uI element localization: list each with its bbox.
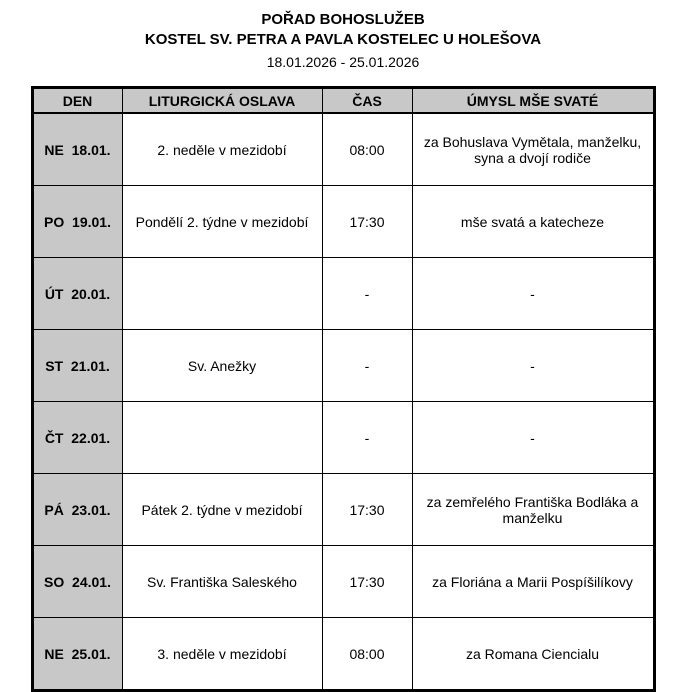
liturgy-cell: Sv. Františka Saleského — [122, 546, 322, 618]
liturgy-cell — [122, 402, 322, 474]
liturgy-cell: Sv. Anežky — [122, 330, 322, 402]
intention-cell: za zemřelého Františka Bodláka a manželku — [412, 474, 654, 546]
day-cell: PÁ 23.01. — [32, 474, 122, 546]
day-cell: ST 21.01. — [32, 330, 122, 402]
intention-cell: - — [412, 258, 654, 330]
day-cell: ČT 22.01. — [32, 402, 122, 474]
liturgy-cell: Pondělí 2. týdne v mezidobí — [122, 186, 322, 258]
table-row — [32, 474, 654, 546]
day-cell: NE 25.01. — [32, 618, 122, 691]
column-header: LITURGICKÁ OSLAVA — [122, 88, 322, 114]
time-cell: 08:00 — [322, 618, 412, 691]
intention-cell: za Bohuslava Vymětala, manželku, syna a dvojí rodiče — [412, 113, 654, 186]
intention-cell: - — [412, 330, 654, 402]
time-cell: - — [322, 258, 412, 330]
time-cell: 17:30 — [322, 474, 412, 546]
intention-cell: mše svatá a katecheze — [412, 186, 654, 258]
table-row — [32, 113, 654, 186]
day-cell: ÚT 20.01. — [32, 258, 122, 330]
schedule-table — [31, 86, 656, 692]
time-cell: 08:00 — [322, 113, 412, 186]
document-title: POŘAD BOHOSLUŽEB — [261, 11, 425, 28]
table-header-row — [32, 88, 654, 114]
table-row — [32, 618, 654, 691]
table-row — [32, 546, 654, 618]
time-cell: - — [322, 330, 412, 402]
liturgy-cell: Pátek 2. týdne v mezidobí — [122, 474, 322, 546]
time-cell: 17:30 — [322, 546, 412, 618]
column-header: ÚMYSL MŠE SVATÉ — [412, 88, 654, 114]
date-range: 18.01.2026 - 25.01.2026 — [266, 54, 420, 70]
day-cell: SO 24.01. — [32, 546, 122, 618]
intention-cell: za Romana Ciencialu — [412, 618, 654, 691]
liturgy-cell: 3. neděle v mezidobí — [122, 618, 322, 691]
liturgy-cell — [122, 258, 322, 330]
table-row — [32, 402, 654, 474]
intention-cell: - — [412, 402, 654, 474]
column-header: DEN — [32, 88, 122, 114]
table-row — [32, 258, 654, 330]
liturgy-cell: 2. neděle v mezidobí — [122, 113, 322, 186]
table-row — [32, 330, 654, 402]
time-cell: - — [322, 402, 412, 474]
day-cell: NE 18.01. — [32, 113, 122, 186]
time-cell: 17:30 — [322, 186, 412, 258]
column-header: ČAS — [322, 88, 412, 114]
schedule-table-body — [32, 113, 654, 691]
document-subtitle: KOSTEL SV. PETRA A PAVLA KOSTELEC U HOLEŠOVA — [144, 31, 542, 48]
table-row — [32, 186, 654, 258]
day-cell: PO 19.01. — [32, 186, 122, 258]
intention-cell: za Floriána a Marii Pospíšilíkovy — [412, 546, 654, 618]
